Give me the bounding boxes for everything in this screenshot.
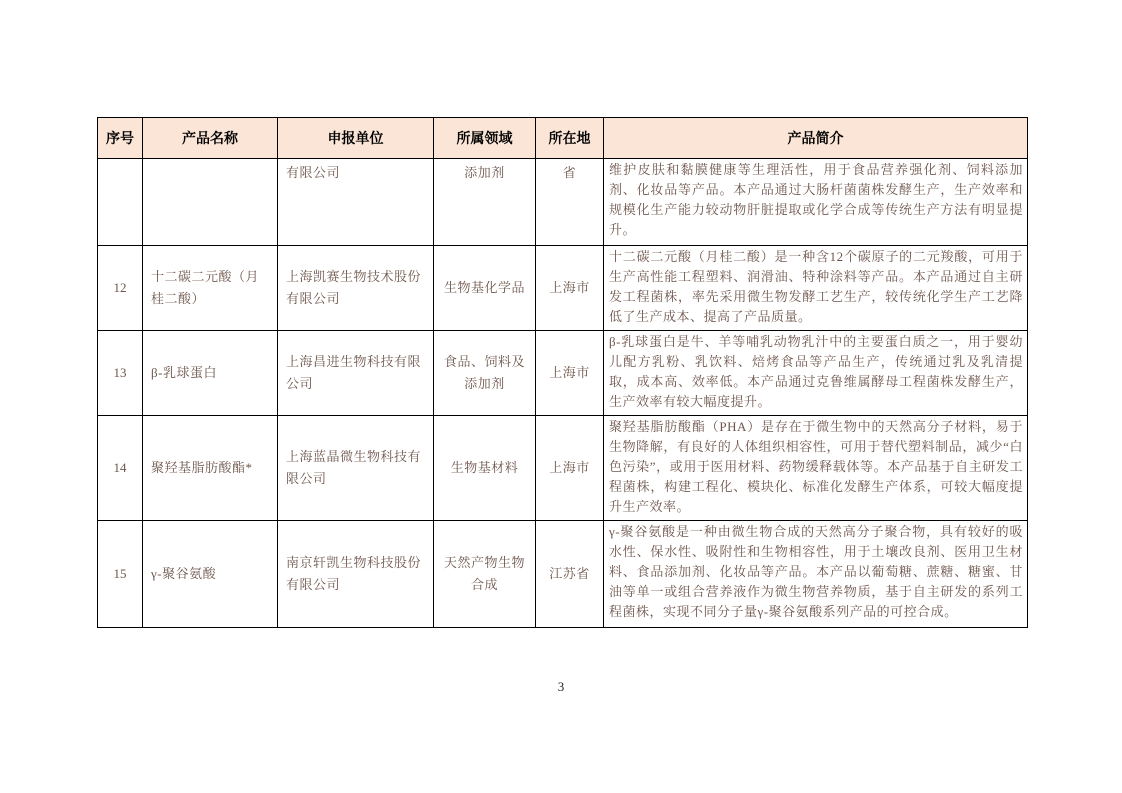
cell-location: 江苏省 <box>536 521 604 628</box>
cell-name: 聚羟基脂肪酸酯* <box>143 416 278 521</box>
table-row <box>98 416 1028 521</box>
cell-unit: 上海蓝晶微生物科技有限公司 <box>278 416 434 521</box>
cell-intro: γ-聚谷氨酸是一种由微生物合成的天然高分子聚合物，具有较好的吸水性、保水性、吸附性和生物相容性，用于土壤改良剂、医用卫生材料、食品添加剂、化妆品等产品。本产品以葡萄糖、蔗糖、糖蜜、甘油等单一或组合营养液作为微生物营养物质，基于自主研发的系列工程菌株，实现不同分子量γ-聚谷氨酸系列产品的可控合成。 <box>604 521 1028 628</box>
cell-field: 天然产物生物合成 <box>434 521 536 628</box>
table-row <box>98 246 1028 331</box>
cell-no: 13 <box>98 331 143 416</box>
table-row <box>98 521 1028 628</box>
table-header-row <box>98 118 1028 159</box>
products-table <box>97 117 1028 628</box>
cell-location: 上海市 <box>536 416 604 521</box>
cell-field: 食品、饲料及添加剂 <box>434 331 536 416</box>
cell-name: γ-聚谷氨酸 <box>143 521 278 628</box>
header-location: 所在地 <box>536 118 604 159</box>
cell-field: 生物基材料 <box>434 416 536 521</box>
cell-name <box>143 159 278 246</box>
page-number: 3 <box>557 679 565 694</box>
cell-no: 12 <box>98 246 143 331</box>
cell-location: 省 <box>536 159 604 246</box>
cell-field: 生物基化学品 <box>434 246 536 331</box>
cell-no: 15 <box>98 521 143 628</box>
cell-field: 添加剂 <box>434 159 536 246</box>
cell-unit: 上海昌进生物科技有限公司 <box>278 331 434 416</box>
header-unit: 申报单位 <box>278 118 434 159</box>
header-name: 产品名称 <box>143 118 278 159</box>
cell-no: 14 <box>98 416 143 521</box>
header-field: 所属领域 <box>434 118 536 159</box>
cell-unit: 有限公司 <box>278 159 434 246</box>
cell-intro: 聚羟基脂肪酸酯（PHA）是存在于微生物中的天然高分子材料，易于生物降解，有良好的人体组织相容性，可用于替代塑料制品，减少“白色污染”，或用于医用材料、药物缓释载体等。本产品基于自主研发工程菌株，构建工程化、模块化、标准化发酵生产体系，可较大幅度提升生产效率。 <box>604 416 1028 521</box>
cell-location: 上海市 <box>536 331 604 416</box>
cell-location: 上海市 <box>536 246 604 331</box>
cell-unit: 南京轩凯生物科技股份有限公司 <box>278 521 434 628</box>
cell-intro: β-乳球蛋白是牛、羊等哺乳动物乳汁中的主要蛋白质之一，用于婴幼儿配方乳粉、乳饮料、焙烤食品等产品生产，传统通过乳及乳清提取，成本高、效率低。本产品通过克鲁维属酵母工程菌株发酵生产，生产效率有较大幅度提升。 <box>604 331 1028 416</box>
cell-unit: 上海凯赛生物技术股份有限公司 <box>278 246 434 331</box>
header-no: 序号 <box>98 118 143 159</box>
header-intro: 产品简介 <box>604 118 1028 159</box>
cell-intro: 维护皮肤和黏膜健康等生理活性，用于食品营养强化剂、饲料添加剂、化妆品等产品。本产品通过大肠杆菌菌株发酵生产，生产效率和规模化生产能力较动物肝脏提取或化学合成等传统生产方法有明显提升。 <box>604 159 1028 246</box>
cell-name: β-乳球蛋白 <box>143 331 278 416</box>
cell-intro: 十二碳二元酸（月桂二酸）是一种含12个碳原子的二元羧酸，可用于生产高性能工程塑料、润滑油、特种涂料等产品。本产品通过自主研发工程菌株，率先采用微生物发酵工艺生产，较传统化学生产工艺降低了生产成本、提高了产品质量。 <box>604 246 1028 331</box>
cell-name: 十二碳二元酸（月桂二酸） <box>143 246 278 331</box>
cell-no <box>98 159 143 246</box>
table-row <box>98 331 1028 416</box>
table-row <box>98 159 1028 246</box>
